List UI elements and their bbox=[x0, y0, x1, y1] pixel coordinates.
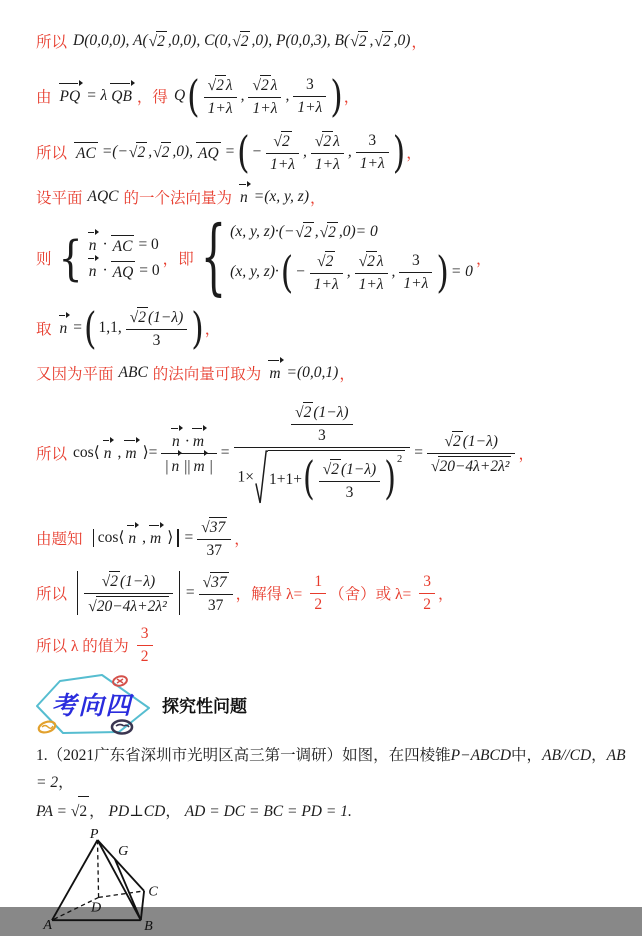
comma: ， bbox=[406, 145, 422, 162]
radicand: 20−4λ+2λ² bbox=[96, 597, 167, 615]
math-token: = λ bbox=[86, 87, 108, 104]
vector: n bbox=[240, 189, 248, 206]
denominator: 1+λ bbox=[270, 156, 296, 173]
decoration-orange-squiggle bbox=[42, 725, 53, 728]
math-token: , bbox=[240, 87, 245, 104]
math-token: λ bbox=[333, 133, 340, 150]
big-paren: ) bbox=[330, 70, 343, 122]
math-token: AB//CD bbox=[542, 746, 592, 764]
radical-sign: √ bbox=[358, 253, 368, 270]
radical-sign: √ bbox=[273, 133, 282, 150]
vector: m bbox=[269, 365, 281, 382]
badge-title: 考向四 bbox=[51, 692, 133, 720]
math-token: , bbox=[369, 32, 374, 49]
keyword-text: 所以 λ 的值为 bbox=[36, 637, 129, 655]
abs-bars bbox=[74, 570, 183, 616]
math-token: 1+1+ bbox=[269, 471, 302, 488]
keyword-text: （舍）或 λ= bbox=[329, 585, 412, 603]
radicand: 2 bbox=[281, 133, 290, 150]
math-token: , bbox=[303, 143, 307, 160]
label-G: G bbox=[118, 843, 129, 860]
big-paren: ( bbox=[302, 453, 315, 506]
sqrt bbox=[71, 796, 89, 825]
denominator: 2 bbox=[423, 595, 431, 613]
vector-bar: AQ bbox=[111, 261, 136, 282]
math-token: ,0), P(0,0,3), B( bbox=[251, 32, 350, 49]
keyword-text: 所以 bbox=[36, 145, 68, 162]
radicand: 2 bbox=[216, 77, 224, 94]
problem-text: 1.（2021广东省深圳市光明区高三第一调研）如图，在四棱锥 bbox=[36, 746, 451, 764]
math-token: , bbox=[142, 528, 147, 546]
radicand: 2 bbox=[382, 33, 391, 50]
fraction bbox=[161, 430, 216, 476]
solution-line-10 bbox=[36, 570, 632, 616]
fraction bbox=[311, 130, 344, 174]
math-token: , bbox=[148, 143, 153, 160]
math-token: (1−λ) bbox=[462, 432, 498, 450]
radicand: 2 bbox=[161, 144, 170, 161]
radicand: 2 bbox=[78, 796, 89, 825]
math-token: λ bbox=[270, 77, 278, 94]
math-token: − bbox=[251, 143, 263, 160]
equation-system bbox=[200, 210, 474, 306]
vector: n bbox=[88, 263, 97, 280]
big-paren: ( bbox=[187, 70, 200, 122]
radical-sign: √ bbox=[232, 33, 241, 50]
section-badge bbox=[32, 672, 632, 738]
numerator bbox=[199, 571, 233, 595]
solution-line-11 bbox=[36, 624, 632, 666]
numerator bbox=[319, 458, 381, 482]
keyword-text: 由题知 bbox=[36, 530, 83, 548]
section-heading: 探究性问题 bbox=[162, 697, 247, 717]
radicand: 2 bbox=[261, 77, 269, 94]
problem-text: 中， bbox=[511, 746, 543, 764]
fraction bbox=[427, 430, 516, 476]
denominator: 1+λ bbox=[358, 276, 384, 293]
keyword-text: 所以 bbox=[36, 585, 68, 603]
solution-line-7 bbox=[36, 362, 632, 384]
denominator: 2 bbox=[314, 595, 323, 613]
superscript: 2 bbox=[396, 454, 403, 465]
radical-sign: √ bbox=[295, 224, 304, 241]
radical-sign: √ bbox=[350, 33, 359, 50]
sqrt bbox=[149, 31, 167, 51]
radical-sign: √ bbox=[322, 461, 332, 479]
numerator bbox=[311, 130, 344, 154]
badge-hexagon bbox=[32, 672, 158, 738]
radical-sign: √ bbox=[444, 432, 453, 450]
denominator: 1+λ bbox=[359, 155, 385, 172]
radical-sign: √ bbox=[148, 33, 158, 50]
figure-svg bbox=[42, 825, 166, 934]
denominator: 3 bbox=[317, 427, 326, 444]
math-token: , bbox=[347, 143, 352, 160]
denominator: 1+λ bbox=[313, 276, 339, 293]
math-token: ,0), bbox=[172, 143, 193, 160]
math-token: (1−λ) bbox=[313, 404, 349, 421]
math-token: − bbox=[295, 263, 306, 280]
vector: m bbox=[192, 432, 205, 450]
math-token: ⟩= bbox=[142, 444, 158, 462]
vector: m bbox=[150, 529, 162, 547]
radical-sign: √ bbox=[201, 518, 210, 536]
denominator bbox=[427, 454, 516, 476]
math-token: , bbox=[346, 263, 351, 280]
sqrt bbox=[295, 222, 313, 242]
radical-sign: √ bbox=[129, 309, 139, 326]
fraction bbox=[84, 570, 173, 616]
numerator: 3 bbox=[399, 251, 432, 273]
math-token: cos⟨ bbox=[73, 444, 100, 462]
keyword-text: 设平面 bbox=[36, 190, 83, 207]
denominator: 37 bbox=[207, 596, 224, 614]
big-paren: ) bbox=[436, 246, 449, 298]
fraction bbox=[291, 401, 353, 445]
radical-sign: √ bbox=[430, 457, 440, 475]
numerator bbox=[248, 74, 281, 98]
math-token: · bbox=[102, 262, 108, 279]
keyword-text: 的一个法向量为 bbox=[123, 190, 233, 207]
math-token: = bbox=[414, 443, 423, 461]
radicand: 2 bbox=[303, 224, 312, 241]
denominator: 3 bbox=[345, 484, 354, 502]
denominator: 2 bbox=[140, 647, 149, 665]
fraction bbox=[266, 130, 299, 174]
fraction bbox=[399, 251, 432, 293]
fraction bbox=[197, 516, 231, 560]
label-P: P bbox=[89, 825, 99, 842]
radicand: 20−4λ+2λ² bbox=[439, 457, 510, 475]
big-paren: ( bbox=[280, 246, 294, 298]
pyramid-figure bbox=[42, 827, 632, 936]
radical-sign: √ bbox=[70, 802, 80, 820]
math-token: ⟩ bbox=[167, 529, 174, 547]
math-token: cos⟨ bbox=[97, 529, 125, 547]
math-token: D(0,0,0), A( bbox=[73, 32, 148, 49]
math-token: , bbox=[314, 223, 319, 240]
numerator: 1 bbox=[310, 572, 326, 594]
label-C: C bbox=[148, 883, 158, 900]
problem-line-2 bbox=[36, 796, 632, 825]
fraction bbox=[137, 624, 153, 666]
problem-text: ， bbox=[58, 773, 74, 791]
solution-line-9 bbox=[36, 516, 632, 560]
math-token: = 0 bbox=[138, 236, 159, 253]
denominator: 1+λ bbox=[252, 100, 278, 117]
keyword-text: ，得 bbox=[136, 89, 168, 106]
fraction bbox=[199, 571, 233, 615]
math-token: (1−λ) bbox=[119, 572, 156, 590]
denominator bbox=[234, 448, 411, 506]
fraction bbox=[319, 458, 381, 502]
comma: ， bbox=[343, 89, 360, 106]
math-token: AQC bbox=[87, 188, 119, 205]
problem-statement bbox=[36, 742, 632, 825]
fraction bbox=[310, 250, 343, 294]
comma: ， bbox=[310, 190, 326, 207]
numerator: 3 bbox=[293, 75, 326, 97]
radical-sign: √ bbox=[314, 133, 324, 150]
math-token: λ bbox=[376, 253, 384, 270]
radicand: 37 bbox=[209, 518, 226, 536]
solution-line-8 bbox=[36, 400, 632, 506]
radical-sign: √ bbox=[88, 597, 97, 615]
denominator: 1+λ bbox=[403, 275, 429, 292]
sqrt bbox=[350, 31, 368, 51]
radical-sign: √ bbox=[128, 144, 138, 161]
solution-line-2 bbox=[36, 70, 632, 122]
denominator bbox=[161, 454, 216, 476]
vector: m bbox=[125, 444, 137, 462]
radicand: 37 bbox=[211, 573, 227, 591]
sqrt bbox=[374, 31, 392, 51]
brace: { bbox=[58, 230, 83, 286]
big-paren: ) bbox=[384, 453, 396, 506]
math-token: = 0 bbox=[450, 263, 473, 280]
vector: n bbox=[59, 320, 68, 337]
math-token: · bbox=[102, 236, 108, 253]
keyword-text: 所以 bbox=[36, 34, 68, 51]
numerator bbox=[427, 430, 516, 454]
radical-sign: √ bbox=[374, 33, 383, 50]
problem-text: ， bbox=[89, 802, 109, 820]
radicand: 2 bbox=[157, 33, 165, 50]
numerator bbox=[266, 130, 299, 154]
sqrt bbox=[129, 142, 147, 162]
math-token: = bbox=[73, 319, 83, 336]
denominator: 1+λ bbox=[207, 100, 233, 117]
math-token: AD = DC = BC = PD = 1. bbox=[184, 802, 352, 820]
math-token: ,0,0), C(0, bbox=[167, 32, 232, 49]
radicand: 2 bbox=[138, 309, 147, 326]
big-paren: ( bbox=[237, 126, 250, 178]
sqrt bbox=[153, 142, 171, 162]
math-token: ,0)= 0 bbox=[338, 223, 378, 240]
math-token: =(− bbox=[101, 143, 128, 160]
comma: ， bbox=[339, 366, 355, 383]
sqrt bbox=[320, 222, 338, 242]
math-token: Q bbox=[173, 87, 186, 104]
solution-line-1 bbox=[36, 30, 632, 52]
radicand: 2 bbox=[240, 33, 249, 50]
comma: ， bbox=[437, 585, 454, 603]
numerator bbox=[84, 570, 173, 594]
math-token: P−ABCD bbox=[450, 746, 512, 764]
numerator bbox=[126, 306, 188, 330]
label-A: A bbox=[43, 916, 52, 933]
keyword-text: 即 bbox=[178, 251, 194, 268]
equation-system bbox=[58, 230, 161, 286]
fraction bbox=[355, 250, 388, 294]
radical-sign: √ bbox=[153, 144, 162, 161]
numerator bbox=[204, 74, 237, 98]
numerator bbox=[197, 516, 231, 540]
denominator: 3 bbox=[152, 332, 161, 349]
vector: QB bbox=[111, 88, 132, 105]
keyword-text: 取 bbox=[36, 321, 52, 338]
fraction bbox=[248, 74, 281, 118]
denominator: 1+λ bbox=[314, 156, 340, 173]
fraction-big bbox=[234, 400, 411, 506]
keyword-text: 由 bbox=[36, 89, 52, 106]
math-token: =(x, y, z) bbox=[253, 188, 309, 205]
system-rows bbox=[229, 222, 474, 298]
math-token: ABC bbox=[118, 364, 148, 381]
radicand bbox=[268, 450, 405, 506]
math-token: AB = 2 bbox=[36, 746, 626, 791]
math-token: = bbox=[220, 443, 230, 461]
fraction bbox=[356, 131, 389, 173]
math-token: · bbox=[184, 432, 190, 450]
math-token: λ bbox=[225, 77, 233, 94]
numerator bbox=[234, 400, 411, 448]
math-token: (x, y, z)·(− bbox=[230, 223, 295, 240]
math-token: ,0) bbox=[393, 32, 411, 49]
fraction bbox=[204, 74, 237, 118]
tall-sqrt bbox=[255, 450, 405, 506]
equation-row bbox=[229, 222, 474, 242]
math-token: PD⊥CD bbox=[108, 802, 166, 820]
solution-line-6 bbox=[36, 302, 632, 354]
math-token: =(0,0,1) bbox=[286, 364, 339, 381]
radicand: 2 bbox=[137, 144, 146, 161]
vector-bar: AC bbox=[74, 142, 98, 163]
fraction bbox=[293, 75, 326, 117]
radical-sign: √ bbox=[317, 253, 326, 270]
equation-row bbox=[86, 261, 161, 282]
big-paren: ) bbox=[392, 126, 406, 178]
numerator bbox=[310, 250, 343, 274]
problem-text: ， bbox=[591, 746, 607, 764]
big-paren: ) bbox=[191, 302, 204, 354]
decoration-red-x bbox=[117, 679, 123, 683]
fraction bbox=[126, 306, 188, 350]
math-token: , bbox=[391, 263, 396, 280]
math-token: = bbox=[184, 528, 194, 546]
denominator bbox=[84, 594, 173, 616]
comma: ， bbox=[475, 251, 492, 268]
comma: ， bbox=[162, 251, 179, 268]
big-paren: ( bbox=[84, 302, 97, 354]
vector: n bbox=[171, 457, 180, 475]
radical-sign bbox=[255, 450, 268, 506]
vector-bar: AQ bbox=[196, 142, 221, 163]
abs-bars bbox=[90, 528, 182, 548]
keyword-text: 又因为平面 bbox=[36, 366, 114, 383]
vector: PQ bbox=[59, 88, 81, 105]
keyword-text: 所以 bbox=[36, 445, 68, 463]
math-token: 1× bbox=[237, 468, 254, 486]
math-token: , bbox=[117, 443, 122, 461]
fraction bbox=[310, 572, 326, 614]
numerator bbox=[355, 250, 388, 274]
radical-sign: √ bbox=[252, 77, 261, 94]
numerator bbox=[161, 430, 216, 454]
radicand: 2 bbox=[303, 404, 312, 421]
math-token: = bbox=[224, 143, 236, 160]
denominator: 1+λ bbox=[297, 99, 323, 116]
numerator bbox=[291, 401, 353, 425]
radical-sign: √ bbox=[207, 77, 217, 94]
radicand: 2 bbox=[367, 253, 375, 270]
radicand: 2 bbox=[325, 253, 334, 270]
solution-line-3 bbox=[36, 126, 632, 178]
radicand: 2 bbox=[331, 461, 339, 479]
radicand: 2 bbox=[323, 133, 332, 150]
numerator: 3 bbox=[419, 572, 435, 594]
comma: ， bbox=[411, 34, 427, 51]
vector-bar: AC bbox=[111, 235, 135, 256]
vector: n bbox=[88, 237, 97, 254]
brace: { bbox=[200, 210, 227, 306]
math-token: || bbox=[184, 457, 191, 475]
keyword-text: 则 bbox=[36, 251, 52, 268]
math-token: (1−λ) bbox=[340, 461, 377, 479]
solution-line-4 bbox=[36, 186, 632, 208]
keyword-text: ，解得 λ= bbox=[235, 585, 303, 603]
keyword-text: 的法向量可取为 bbox=[152, 366, 262, 383]
math-token: (1−λ) bbox=[148, 309, 184, 326]
radical-sign: √ bbox=[319, 224, 329, 241]
radicand: 2 bbox=[452, 432, 461, 450]
edge-CB bbox=[141, 891, 144, 920]
equation-row bbox=[86, 235, 161, 256]
vector: n bbox=[103, 444, 112, 462]
label-D: D bbox=[91, 899, 102, 916]
vector: m bbox=[193, 457, 205, 475]
vector: n bbox=[128, 529, 137, 547]
math-token: = bbox=[185, 583, 195, 601]
denominator: 37 bbox=[206, 541, 222, 559]
numerator: 3 bbox=[137, 624, 153, 646]
system-rows bbox=[86, 235, 161, 282]
vector: n bbox=[171, 432, 180, 450]
equation-row bbox=[229, 246, 474, 298]
math-token: = 0 bbox=[139, 262, 160, 279]
math-token: 1,1, bbox=[98, 319, 122, 336]
problem-line-1 bbox=[36, 742, 632, 796]
math-token: (x, y, z)· bbox=[230, 263, 279, 280]
comma: ， bbox=[234, 530, 250, 548]
radical-sign: √ bbox=[101, 572, 111, 590]
numerator: 3 bbox=[356, 131, 389, 153]
comma: ， bbox=[204, 321, 221, 338]
radicand: 2 bbox=[110, 572, 118, 590]
fraction bbox=[419, 572, 435, 614]
radical-sign: √ bbox=[202, 573, 212, 591]
label-B: B bbox=[144, 917, 153, 934]
problem-text: ， bbox=[165, 802, 185, 820]
radical-sign: √ bbox=[295, 404, 304, 421]
solution-line-5 bbox=[36, 210, 632, 306]
comma: ， bbox=[518, 445, 534, 463]
sqrt bbox=[232, 31, 250, 51]
math-token: PA = bbox=[36, 802, 67, 820]
edge-GB bbox=[115, 859, 141, 920]
radicand: 2 bbox=[328, 224, 336, 241]
math-token: | bbox=[209, 457, 213, 475]
edge-DC-dashed bbox=[99, 891, 145, 898]
math-token: , bbox=[285, 87, 290, 104]
math-token: | bbox=[165, 457, 169, 475]
radicand: 2 bbox=[358, 33, 367, 50]
edge-PD-dashed bbox=[98, 840, 99, 897]
